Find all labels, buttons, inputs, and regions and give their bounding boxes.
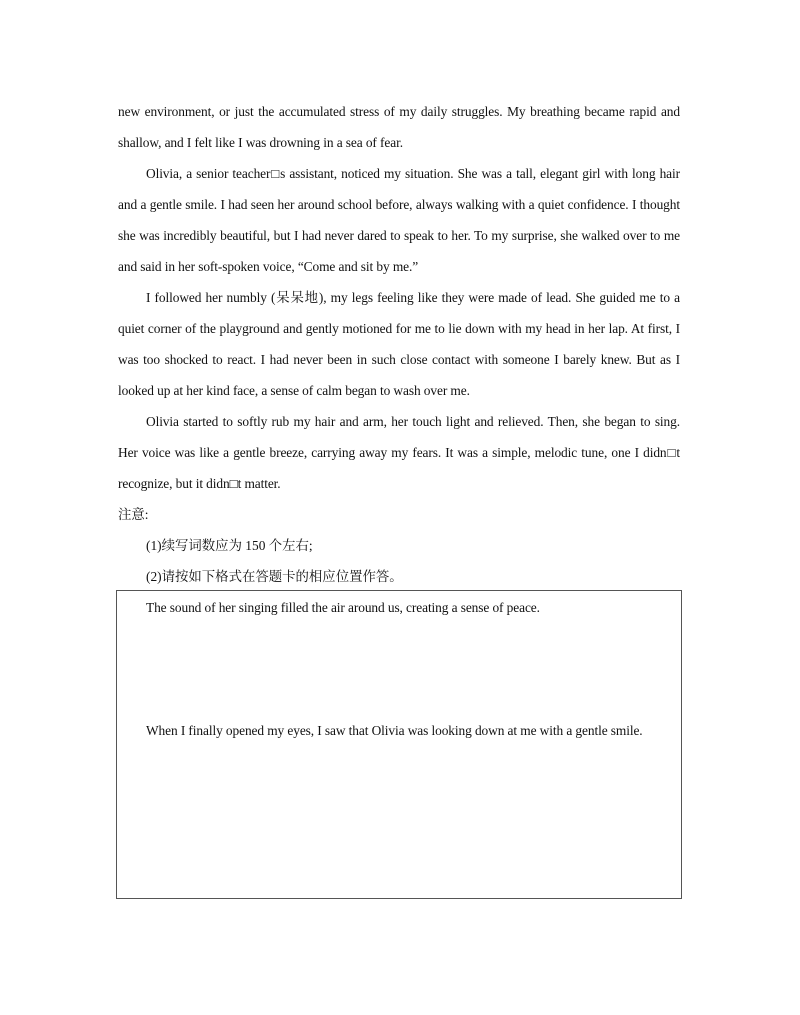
paragraph-2: Olivia, a senior teacher□s assistant, noticed my situation. She was a tall, elegant girl with long hair and a gentle smile. I had seen her around school before, always walking with a quiet confidence. I thought she was incredibly beautiful, but I had never dared to speak to her. To my surprise, she walked over to me and said in her soft-spoken voice, “Come and sit by me.” <box>118 166 680 274</box>
note-item-1: (1)续写词数应为 150 个左右; <box>146 538 313 553</box>
notes-heading: 注意: <box>118 507 149 522</box>
note-item-2: (2)请按如下格式在答题卡的相应位置作答。 <box>146 569 403 584</box>
paragraph-1: new environment, or just the accumulated stress of my daily struggles. My breathing became rapid and shallow, and I felt like I was drowning in a sea of fear. <box>118 104 680 150</box>
continuation-prompt-1: The sound of her singing filled the air around us, creating a sense of peace. <box>146 600 540 615</box>
paragraph-4: Olivia started to softly rub my hair and arm, her touch light and relieved. Then, she began to sing. Her voice was like a gentle breeze, carrying away my fears. It was a simple, melodic tune, one I didn□t recognize, but it didn□t matter. <box>118 414 680 491</box>
paragraph-3: I followed her numbly (呆呆地), my legs feeling like they were made of lead. She guided me to a quiet corner of the playground and gently motioned for me to lie down with my head in her lap. At first, I was too shocked to react. I had never been in such close contact with someone I barely knew. But as I looked up at her kind face, a sense of calm began to wash over me. <box>118 290 680 398</box>
answer-box <box>116 590 682 899</box>
continuation-prompt-2: When I finally opened my eyes, I saw that Olivia was looking down at me with a gentle smile. <box>146 723 643 738</box>
